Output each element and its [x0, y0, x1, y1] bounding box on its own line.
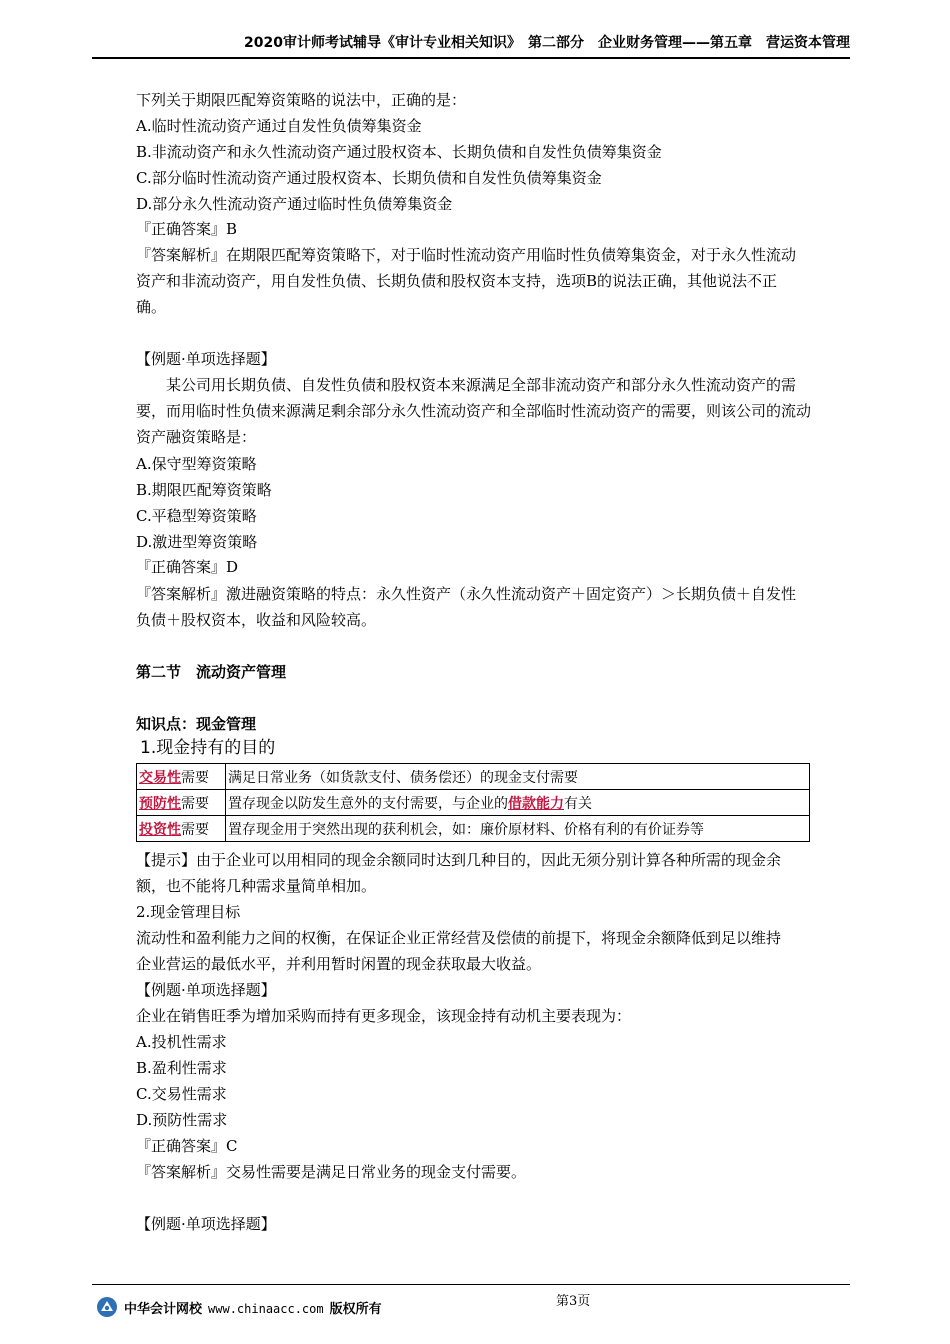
tip-line: 额，也不能将几种需求量简单相加。 [136, 877, 377, 895]
keyword-highlight: 借款能力 [508, 795, 564, 812]
footer-url[interactable]: www.chinaacc.com [208, 1302, 324, 1316]
q2-stem-line: 要，而用临时性负债来源满足剩余部分永久性流动资产和全部临时性流动资产的需要，则该公司的流动 [136, 402, 812, 420]
table-cell-type [137, 816, 226, 842]
q1-option-c: C.部分临时性流动资产通过股权资本、长期负债和自发性负债筹集资金 [136, 169, 602, 187]
keyword-highlight: 投资性 [139, 821, 181, 838]
cash-purpose-table [136, 763, 810, 842]
q3-option-c: C.交易性需求 [136, 1085, 227, 1103]
q1-analysis-line: 确。 [136, 298, 167, 316]
q1-answer: 『正确答案』B [136, 220, 238, 238]
desc-text: 满足日常业务（如货款支付、债务偿还）的现金支付需要 [228, 769, 578, 786]
footer-brand-line [124, 1298, 382, 1317]
chinaacc-logo-icon [96, 1296, 118, 1318]
q2-option-c: C.平稳型筹资策略 [136, 507, 257, 525]
q2-answer: 『正确答案』D [136, 558, 239, 576]
q4-tag: 【例题·单项选择题】 [136, 1215, 276, 1233]
footer-rule [92, 1284, 850, 1285]
section-title: 第二节 流动资产管理 [136, 663, 287, 681]
table-cell-desc [226, 764, 810, 790]
q1-option-d: D.部分永久性流动资产通过临时性负债筹集资金 [136, 195, 453, 213]
page-header: 2020审计师考试辅导《审计专业相关知识》 第二部分 企业财务管理——第五章 营运资本管理 [244, 35, 850, 51]
q2-stem-line: 资产融资策略是： [136, 428, 257, 446]
q3-option-a: A.投机性需求 [136, 1033, 227, 1051]
q3-answer: 『正确答案』C [136, 1137, 238, 1155]
q3-analysis: 『答案解析』交易性需要是满足日常业务的现金支付需要。 [136, 1163, 527, 1181]
subheading-cash-purpose: 1.现金持有的目的 [140, 738, 276, 758]
q3-option-d: D.预防性需求 [136, 1111, 228, 1129]
table-row [137, 790, 810, 816]
table-cell-type [137, 764, 226, 790]
type-suffix: 需要 [181, 821, 209, 838]
page-number: 第3页 [556, 1294, 591, 1309]
tip-line: 【提示】由于企业可以用相同的现金余额同时达到几种目的，因此无须分别计算各种所需的现金余 [136, 851, 782, 869]
q1-option-a: A.临时性流动资产通过自发性负债筹集资金 [136, 117, 422, 135]
table-cell-type [137, 790, 226, 816]
cash-goal-text: 流动性和盈利能力之间的权衡，在保证企业正常经营及偿债的前提下，将现金余额降低到足以维持 [136, 929, 782, 947]
keyword-highlight: 预防性 [139, 795, 181, 812]
q2-stem-line: 某公司用长期负债、自发性负债和股权资本来源满足全部非流动资产和部分永久性流动资产的需 [166, 376, 797, 394]
q2-tag: 【例题·单项选择题】 [136, 350, 276, 368]
desc-text: 置存现金以防发生意外的支付需要，与企业的 [228, 795, 508, 812]
knowledge-point-title: 知识点：现金管理 [136, 715, 257, 733]
table-cell-desc [226, 816, 810, 842]
footer-brand: 中华会计网校 [124, 1302, 203, 1317]
type-suffix: 需要 [181, 795, 209, 812]
q1-option-b: B.非流动资产和永久性流动资产通过股权资本、长期负债和自发性负债筹集资金 [136, 143, 662, 161]
q3-tag: 【例题·单项选择题】 [136, 981, 276, 999]
desc-text: 有关 [564, 795, 592, 812]
desc-text: 置存现金用于突然出现的获利机会，如：廉价原材料、价格有利的有价证券等 [228, 821, 704, 838]
q1-stem: 下列关于期限匹配筹资策略的说法中，正确的是： [136, 91, 467, 109]
q1-analysis-line: 『答案解析』在期限匹配筹资策略下，对于临时性流动资产用临时性负债筹集资金，对于永久性流动 [136, 246, 797, 264]
table-row [137, 816, 810, 842]
q2-analysis-line: 『答案解析』激进融资策略的特点：永久性资产（永久性流动资产＋固定资产）＞长期负债＋自发性 [136, 585, 797, 603]
q3-stem: 企业在销售旺季为增加采购而持有更多现金，该现金持有动机主要表现为： [136, 1007, 632, 1025]
header-rule [92, 57, 850, 59]
table-row [137, 764, 810, 790]
cash-goal-text: 企业营运的最低水平，并利用暂时闲置的现金获取最大收益。 [136, 955, 542, 973]
q3-option-b: B.盈利性需求 [136, 1059, 227, 1077]
table-cell-desc [226, 790, 810, 816]
q2-option-a: A.保守型筹资策略 [136, 455, 257, 473]
q2-option-d: D.激进型筹资策略 [136, 533, 258, 551]
keyword-highlight: 交易性 [139, 769, 181, 786]
subheading-cash-goal: 2.现金管理目标 [136, 903, 241, 921]
q1-analysis-line: 资产和非流动资产，用自发性负债、长期负债和股权资本支持，选项B的说法正确，其他说法不正 [136, 272, 778, 290]
footer-rights: 版权所有 [329, 1302, 382, 1317]
q2-analysis-line: 负债＋股权资本，收益和风险较高。 [136, 611, 377, 629]
type-suffix: 需要 [181, 769, 209, 786]
q2-option-b: B.期限匹配筹资策略 [136, 481, 272, 499]
